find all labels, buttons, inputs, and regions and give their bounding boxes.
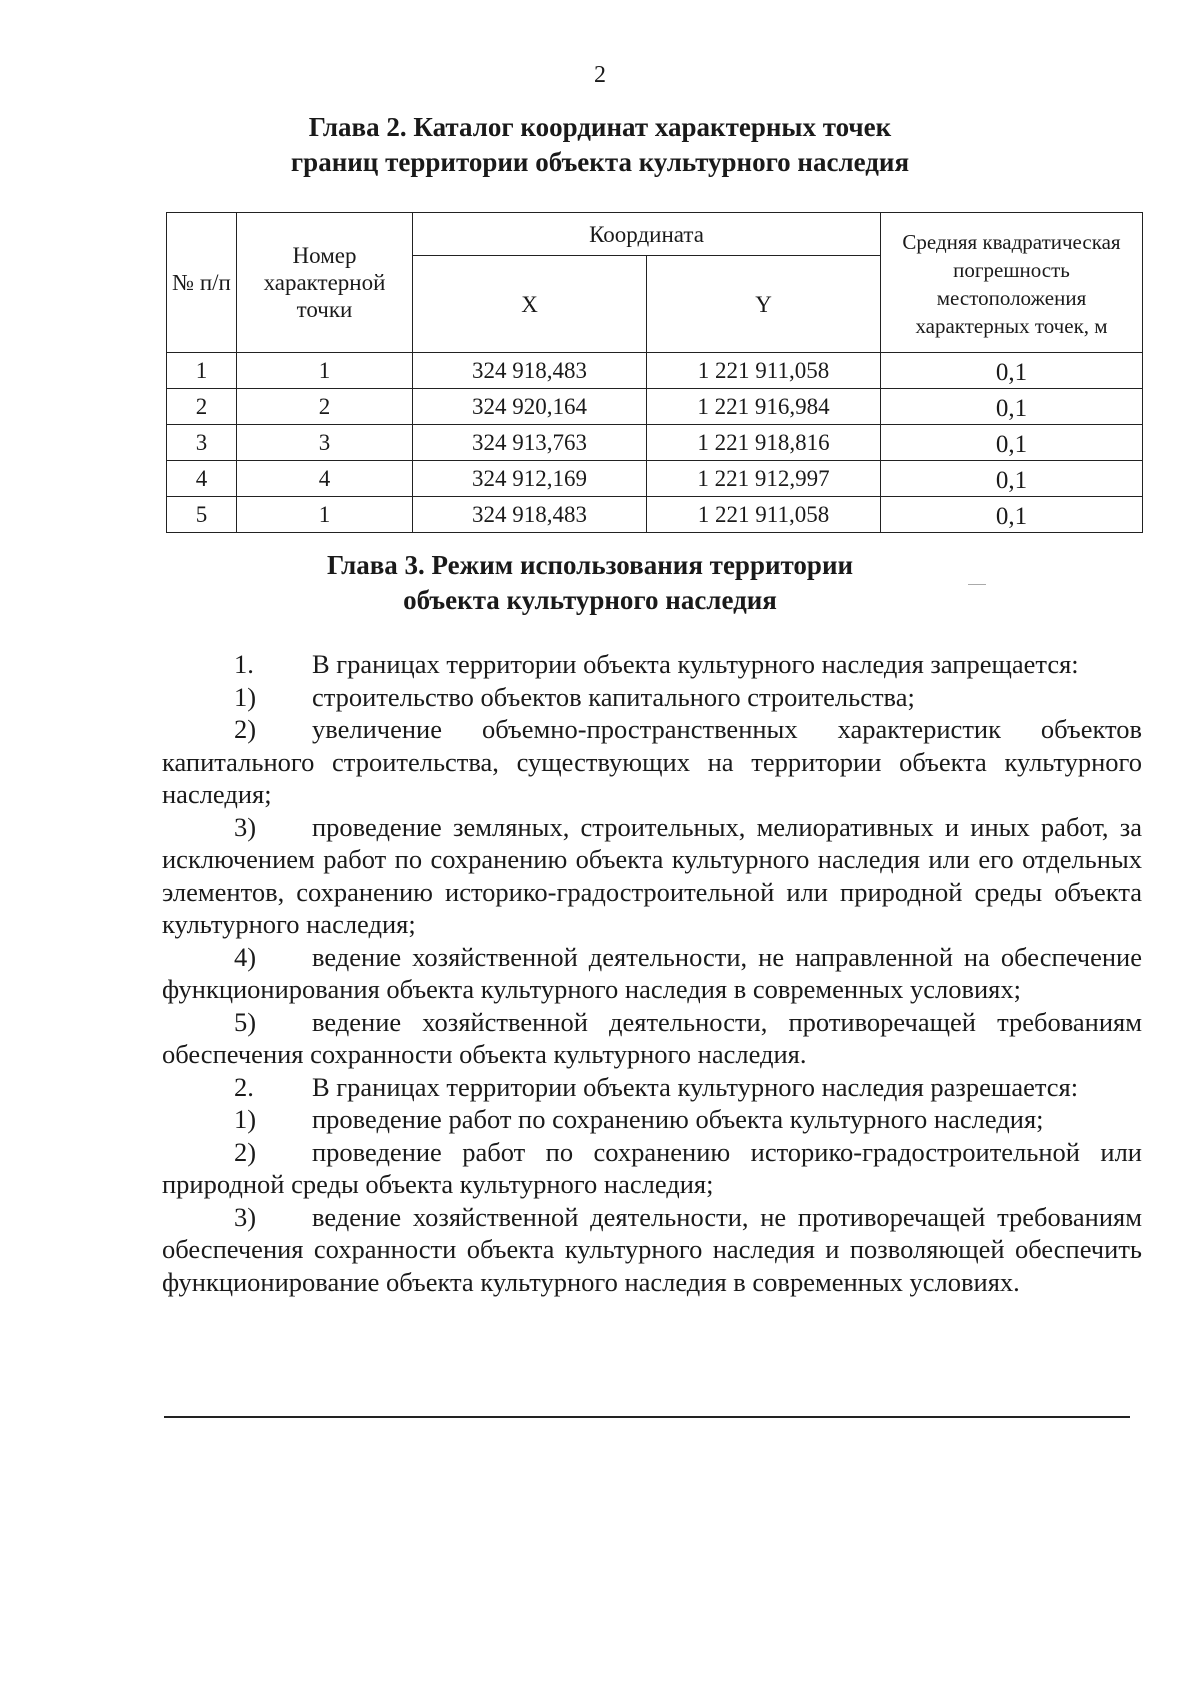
- list-item-text: проведение земляных, строительных, мелиоративных и иных работ, за исключением работ по сохранению объекта культурного наследия или его отдельных элементов, сохранению историко-градостроительной или природной среды объекта культурного наследия;: [162, 811, 1142, 939]
- list-item-text: ведение хозяйственной деятельности, противоречащей требованиям обеспечения сохранности объекта культурного наследия.: [162, 1006, 1142, 1069]
- header-x: X: [413, 256, 647, 353]
- list-item-number: 3): [234, 811, 257, 842]
- list-item: [162, 941, 1142, 1006]
- cell-num: 3: [167, 425, 237, 461]
- cell-y: 1 221 918,816: [647, 425, 881, 461]
- list-item-number: 2): [234, 714, 257, 744]
- header-position-error: Средняя квадратическая погрешность местоположения характерных точек, м: [881, 213, 1143, 353]
- header-point-number: Номер характерной точки: [237, 213, 413, 353]
- coordinates-table: [166, 212, 1143, 533]
- cell-x: 324 913,763: [413, 425, 647, 461]
- list-item: [162, 713, 1142, 811]
- table-row: [167, 497, 1143, 533]
- cell-num: 1: [167, 353, 237, 389]
- scan-mark: [968, 584, 986, 585]
- list-item: [162, 1006, 1142, 1071]
- list-item-number: 1): [234, 1104, 257, 1134]
- cell-num: 2: [167, 389, 237, 425]
- chapter-2-title-line-1: Глава 2. Каталог координат характерных точек: [308, 112, 892, 142]
- list-item-text: строительство объектов капитального строительства;: [312, 681, 915, 712]
- cell-y: 1 221 911,058: [647, 353, 881, 389]
- bottom-rule: [164, 1416, 1130, 1418]
- cell-x: 324 918,483: [413, 497, 647, 533]
- chapter-3-title: [0, 548, 1190, 618]
- cell-num: 4: [167, 461, 237, 497]
- header-num: № п/п: [167, 213, 237, 353]
- table-row: [167, 353, 1143, 389]
- list-item: [162, 648, 1142, 681]
- coordinates-table-body: [167, 353, 1143, 533]
- list-item: [162, 1136, 1142, 1201]
- list-item-number: 4): [234, 941, 257, 972]
- list-item-number: 3): [234, 1201, 257, 1232]
- list-item: [162, 1071, 1142, 1104]
- list-item-number: 2.: [234, 1071, 254, 1102]
- list-item: [162, 1201, 1142, 1299]
- cell-point-number: 1: [237, 497, 413, 533]
- cell-point-number: 1: [237, 353, 413, 389]
- list-item: [162, 811, 1142, 941]
- chapter-3-body: [162, 648, 1142, 1298]
- list-item-text: проведение работ по сохранению историко-градостроительной или природной среды объекта культурного наследия;: [162, 1136, 1142, 1199]
- cell-x: 324 920,164: [413, 389, 647, 425]
- list-item-text: В границах территории объекта культурного наследия запрещается:: [312, 649, 1079, 679]
- list-item-text: проведение работ по сохранению объекта культурного наследия;: [312, 1104, 1044, 1134]
- cell-point-number: 3: [237, 425, 413, 461]
- header-y: Y: [647, 256, 881, 353]
- cell-num: 5: [167, 497, 237, 533]
- list-item-number: 1.: [234, 649, 254, 679]
- cell-y: 1 221 911,058: [647, 497, 881, 533]
- list-item: [162, 681, 1142, 714]
- table-row: [167, 389, 1143, 425]
- cell-x: 324 918,483: [413, 353, 647, 389]
- cell-error: 0,1: [881, 461, 1143, 497]
- list-item-number: 5): [234, 1006, 257, 1037]
- header-coordinate: Координата: [413, 213, 881, 256]
- cell-point-number: 2: [237, 389, 413, 425]
- list-item-text: увеличение объемно-пространственных характеристик объектов капитального строительства, существующих на территории объекта культурного наследия;: [162, 714, 1142, 809]
- table-row: [167, 461, 1143, 497]
- cell-error: 0,1: [881, 497, 1143, 533]
- page-number: 2: [594, 62, 606, 88]
- cell-error: 0,1: [881, 389, 1143, 425]
- cell-error: 0,1: [881, 353, 1143, 389]
- chapter-3-title-line-2: объекта культурного наследия: [403, 585, 777, 615]
- chapter-3-title-line-1: Глава 3. Режим использования территории: [326, 550, 854, 580]
- chapter-2-title-line-2: границ территории объекта культурного наследия: [290, 147, 910, 177]
- list-item-text: В границах территории объекта культурного наследия разрешается:: [312, 1071, 1079, 1102]
- table-row: [167, 425, 1143, 461]
- list-item-number: 1): [234, 681, 257, 712]
- list-item-text: ведение хозяйственной деятельности, не противоречащей требованиям обеспечения сохранности объекта культурного наследия и позволяющей обеспечить функционирование объекта культурного наследия в современных условиях.: [162, 1201, 1142, 1297]
- list-item-text: ведение хозяйственной деятельности, не направленной на обеспечение функционирования объекта культурного наследия в современных условиях;: [162, 941, 1142, 1004]
- chapter-2-title: [0, 110, 1200, 180]
- cell-x: 324 912,169: [413, 461, 647, 497]
- list-item-number: 2): [234, 1136, 257, 1167]
- cell-error: 0,1: [881, 425, 1143, 461]
- list-item: [162, 1103, 1142, 1136]
- cell-point-number: 4: [237, 461, 413, 497]
- cell-y: 1 221 912,997: [647, 461, 881, 497]
- cell-y: 1 221 916,984: [647, 389, 881, 425]
